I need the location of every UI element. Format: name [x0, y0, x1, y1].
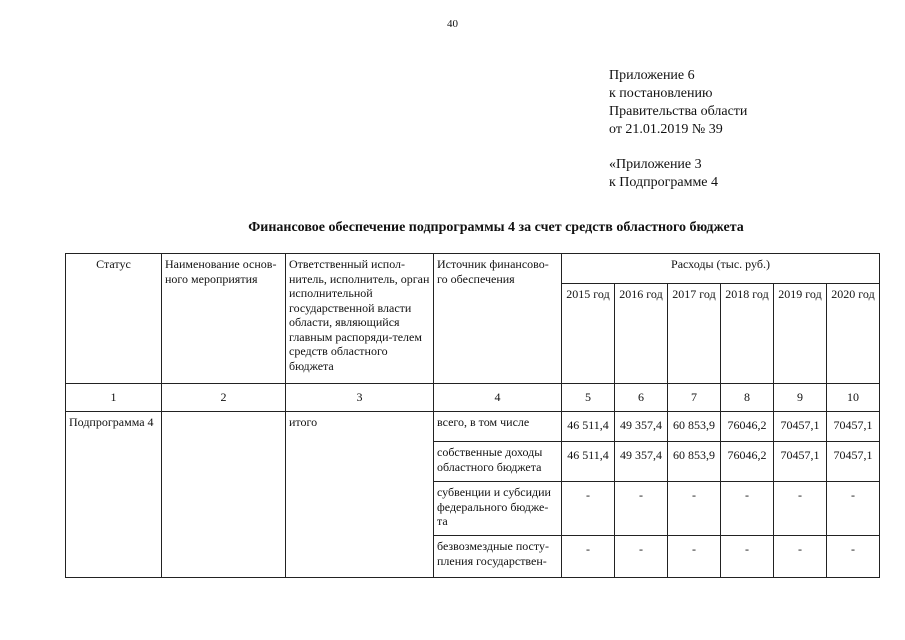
value-cell: -: [562, 536, 615, 578]
header-year: 2020 год: [827, 284, 880, 384]
value-cell: -: [615, 482, 668, 536]
appendix-line: Правительства области: [609, 104, 748, 119]
column-numbers-row: [66, 384, 880, 412]
header-source: Источник финансово-го обеспечения: [434, 254, 562, 384]
appendix-line: «Приложение 3: [609, 157, 702, 172]
column-number: 8: [721, 384, 774, 412]
value-cell: 60 853,9: [668, 442, 721, 482]
value-cell: -: [668, 482, 721, 536]
value-cell: 76046,2: [721, 412, 774, 442]
column-number: 7: [668, 384, 721, 412]
financing-table: [65, 253, 880, 578]
column-number: 2: [162, 384, 286, 412]
column-number: 5: [562, 384, 615, 412]
status-cell: Подпрограмма 4: [66, 412, 162, 578]
source-cell: субвенции и субсидии федерального бюдже-та: [434, 482, 562, 536]
value-cell: 46 511,4: [562, 442, 615, 482]
value-cell: 70457,1: [774, 412, 827, 442]
column-number: 6: [615, 384, 668, 412]
column-number: 9: [774, 384, 827, 412]
header-status: Статус: [66, 254, 162, 384]
value-cell: -: [721, 536, 774, 578]
value-cell: -: [668, 536, 721, 578]
header-year: 2018 год: [721, 284, 774, 384]
value-cell: -: [562, 482, 615, 536]
header-responsible: Ответственный испол-нитель, исполнитель, орган исполнительной государственной власти области, являющийся главным распоряди-телем средств областного бюджета: [286, 254, 434, 384]
source-cell: всего, в том числе: [434, 412, 562, 442]
header-expenses: Расходы (тыс. руб.): [562, 254, 880, 284]
value-cell: -: [774, 536, 827, 578]
value-cell: 70457,1: [774, 442, 827, 482]
document-title: Финансовое обеспечение подпрограммы 4 за счет средств областного бюджета: [248, 220, 744, 235]
column-number: 1: [66, 384, 162, 412]
value-cell: 70457,1: [827, 442, 880, 482]
page-number: 40: [447, 18, 458, 30]
value-cell: -: [615, 536, 668, 578]
appendix-header: [609, 67, 747, 192]
value-cell: -: [721, 482, 774, 536]
value-cell: 49 357,4: [615, 442, 668, 482]
column-number: 10: [827, 384, 880, 412]
value-cell: 70457,1: [827, 412, 880, 442]
column-number: 4: [434, 384, 562, 412]
value-cell: 60 853,9: [668, 412, 721, 442]
header-year: 2019 год: [774, 284, 827, 384]
header-event-name: Наименование основ-ного мероприятия: [162, 254, 286, 384]
appendix-line: Приложение 6: [609, 68, 695, 83]
appendix-line: к постановлению: [609, 86, 713, 101]
value-cell: -: [827, 482, 880, 536]
appendix-line: от 21.01.2019 № 39: [609, 122, 723, 137]
source-cell: собственные доходы областного бюджета: [434, 442, 562, 482]
header-year: 2016 год: [615, 284, 668, 384]
value-cell: 46 511,4: [562, 412, 615, 442]
table-row: [66, 412, 880, 442]
event-name-cell: [162, 412, 286, 578]
value-cell: 49 357,4: [615, 412, 668, 442]
responsible-cell: итого: [286, 412, 434, 578]
value-cell: 76046,2: [721, 442, 774, 482]
column-number: 3: [286, 384, 434, 412]
value-cell: -: [774, 482, 827, 536]
value-cell: -: [827, 536, 880, 578]
appendix-line: к Подпрограмме 4: [609, 175, 719, 190]
source-cell: безвозмездные посту-пления государствен-: [434, 536, 562, 578]
header-year: 2015 год: [562, 284, 615, 384]
header-year: 2017 год: [668, 284, 721, 384]
